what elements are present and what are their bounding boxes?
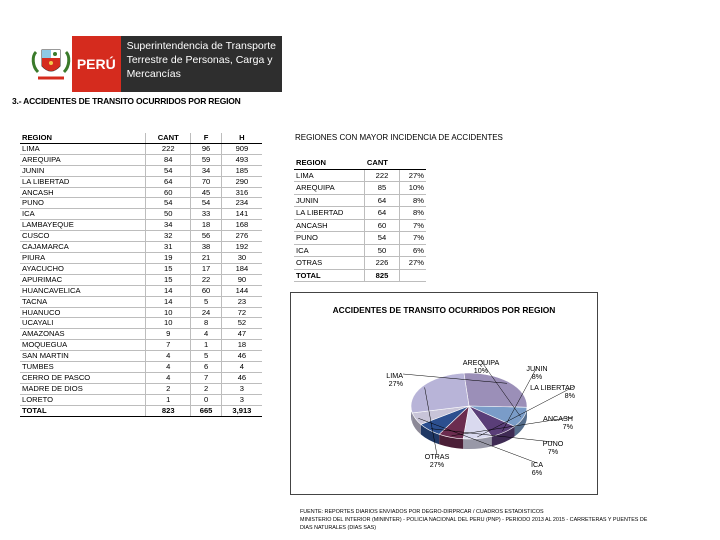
slice-label: PUNO [542, 439, 564, 448]
table-row [20, 187, 262, 198]
table-cell: 168 [221, 220, 262, 231]
table-cell: AYACUCHO [20, 263, 146, 274]
pie-chart-svg [291, 293, 599, 496]
table-cell: 54 [191, 198, 222, 209]
table-cell: SAN MARTIN [20, 351, 146, 362]
incidence-table-body [294, 169, 426, 282]
table-cell: 10 [146, 318, 191, 329]
incidence-table [294, 157, 426, 282]
table-cell: 60 [191, 285, 222, 296]
table-cell: 64 [365, 194, 399, 207]
table-row [20, 351, 262, 362]
slice-percent: 27% [429, 460, 445, 469]
slice-percent: 7% [562, 422, 573, 431]
pie-chart [290, 292, 598, 495]
table-cell: 23 [221, 296, 262, 307]
country-badge: PERÚ [72, 36, 121, 92]
incidence-table-title: REGIONES CON MAYOR INCIDENCIA DE ACCIDENTES [295, 133, 503, 142]
table-cell: LA LIBERTAD [20, 176, 146, 187]
table-row [20, 176, 262, 187]
table-cell: OTRAS [294, 257, 365, 270]
table-cell: 4 [221, 362, 262, 373]
table-cell: 9 [146, 329, 191, 340]
slice-percent: 8% [531, 372, 543, 381]
table-cell: 144 [221, 285, 262, 296]
regions-table [20, 133, 262, 417]
table-cell: LORETO [20, 394, 146, 405]
table-row [294, 232, 426, 245]
total-row [294, 269, 426, 282]
table-cell: 10% [399, 182, 426, 195]
table-cell: 5 [191, 351, 222, 362]
table-row [20, 307, 262, 318]
table-cell: TACNA [20, 296, 146, 307]
agency-line: Terrestre de Personas, Carga y [126, 54, 273, 66]
table-cell: TUMBES [20, 362, 146, 373]
table-cell: 27% [399, 169, 426, 182]
col-header [399, 157, 426, 169]
table-row [294, 182, 426, 195]
slice-label: AREQUIPA [462, 358, 500, 367]
table-cell: LA LIBERTAD [294, 207, 365, 220]
table-cell: JUNIN [20, 165, 146, 176]
slice-label: LIMA [386, 371, 403, 380]
table-cell: 47 [221, 329, 262, 340]
table-cell: 30 [221, 252, 262, 263]
table-cell: PIURA [20, 252, 146, 263]
table-row [294, 244, 426, 257]
table-cell: 60 [365, 219, 399, 232]
table-cell: 38 [191, 242, 222, 253]
table-cell: 15 [146, 274, 191, 285]
table-row [20, 165, 262, 176]
table-cell: 59 [191, 154, 222, 165]
slice-label: JUNIN [526, 364, 548, 373]
table-row [20, 285, 262, 296]
table-row [294, 194, 426, 207]
agency-line: Mercancías [126, 68, 181, 80]
table-cell: 24 [191, 307, 222, 318]
table-cell: 4 [146, 372, 191, 383]
table-cell: 34 [191, 165, 222, 176]
table-cell: 56 [191, 231, 222, 242]
total-cell: TOTAL [20, 405, 146, 416]
table-cell: 31 [146, 242, 191, 253]
table-cell: 234 [221, 198, 262, 209]
source-note [300, 508, 648, 532]
section-title: 3.- ACCIDENTES DE TRANSITO OCURRIDOS POR REGION [12, 96, 241, 106]
table-cell: 33 [191, 209, 222, 220]
table-cell: 222 [365, 169, 399, 182]
table-cell: 54 [146, 198, 191, 209]
table-cell: ICA [294, 244, 365, 257]
table-row [294, 257, 426, 270]
table-cell: 45 [191, 187, 222, 198]
table-cell: LAMBAYEQUE [20, 220, 146, 231]
total-cell: 665 [191, 405, 222, 416]
slice-label: LA LIBERTAD [530, 383, 575, 392]
slice-percent: 10% [473, 366, 489, 375]
col-header: REGION [294, 157, 365, 169]
table-cell: 185 [221, 165, 262, 176]
source-line: FUENTE: REPORTES DIARIOS ENVIADOS POR DEGRO-DIRPRCAR / CUADROS ESTADISTICOS [300, 509, 544, 515]
table-cell: ANCASH [20, 187, 146, 198]
slice-percent: 8% [564, 391, 575, 400]
table-cell: PUNO [20, 198, 146, 209]
table-cell: AREQUIPA [20, 154, 146, 165]
table-row [20, 394, 262, 405]
table-header-row [20, 133, 262, 143]
col-header: CANT [146, 133, 191, 143]
table-cell: 54 [365, 232, 399, 245]
table-cell: CERRO DE PASCO [20, 372, 146, 383]
table-cell: 52 [221, 318, 262, 329]
table-cell: 72 [221, 307, 262, 318]
source-line: MINISTERIO DEL INTERIOR (MININTER) - POLICIA NACIONAL DEL PERU (PNP) - PERIODO 2013 AL 2015 - CARRETERAS Y PUENTES DE [300, 517, 648, 523]
table-cell: 50 [365, 244, 399, 257]
total-cell: 3,913 [221, 405, 262, 416]
table-cell: 10 [146, 307, 191, 318]
table-cell: HUANCAVELICA [20, 285, 146, 296]
table-cell: 276 [221, 231, 262, 242]
table-cell: 290 [221, 176, 262, 187]
table-cell: 14 [146, 285, 191, 296]
table-row [20, 329, 262, 340]
table-cell: 3 [221, 383, 262, 394]
table-row [20, 274, 262, 285]
table-cell: 17 [191, 263, 222, 274]
table-cell: 34 [146, 220, 191, 231]
page-header [30, 36, 282, 92]
table-cell: 46 [221, 372, 262, 383]
table-cell: 7 [191, 372, 222, 383]
table-cell: 184 [221, 263, 262, 274]
table-cell: 2 [146, 383, 191, 394]
table-row [20, 318, 262, 329]
table-header-row [294, 157, 426, 169]
table-cell: 8% [399, 207, 426, 220]
table-cell: 32 [146, 231, 191, 242]
table-cell: 8% [399, 194, 426, 207]
table-cell: 3 [221, 394, 262, 405]
table-cell: ANCASH [294, 219, 365, 232]
table-cell: 4 [146, 351, 191, 362]
table-cell: APURIMAC [20, 274, 146, 285]
table-cell: 1 [146, 394, 191, 405]
table-cell: HUANUCO [20, 307, 146, 318]
table-cell: 22 [191, 274, 222, 285]
table-cell: 15 [146, 263, 191, 274]
agency-name [121, 36, 282, 92]
table-cell: 90 [221, 274, 262, 285]
table-cell: 96 [191, 143, 222, 154]
table-cell: JUNIN [294, 194, 365, 207]
table-cell: 84 [146, 154, 191, 165]
table-cell: 226 [365, 257, 399, 270]
table-row [20, 154, 262, 165]
table-cell: 64 [146, 176, 191, 187]
slice-label: ANCASH [543, 414, 573, 423]
table-cell: 222 [146, 143, 191, 154]
slice-label: OTRAS [424, 452, 450, 461]
total-cell: 825 [365, 269, 399, 282]
table-cell: 50 [146, 209, 191, 220]
table-row [20, 252, 262, 263]
table-cell: 7 [146, 340, 191, 351]
table-cell: ICA [20, 209, 146, 220]
table-row [294, 207, 426, 220]
table-cell: 18 [191, 220, 222, 231]
table-row [20, 372, 262, 383]
table-cell: 7% [399, 232, 426, 245]
table-cell: 7% [399, 219, 426, 232]
table-cell: 8 [191, 318, 222, 329]
total-cell: 823 [146, 405, 191, 416]
table-cell: 1 [191, 340, 222, 351]
coat-of-arms-icon [30, 36, 72, 92]
table-row [20, 362, 262, 373]
table-row [20, 143, 262, 154]
table-row [20, 340, 262, 351]
agency-line: Superintendencia de Transporte [126, 40, 276, 52]
table-cell: 141 [221, 209, 262, 220]
table-cell: 27% [399, 257, 426, 270]
table-cell: 14 [146, 296, 191, 307]
table-cell: 64 [365, 207, 399, 220]
col-header: H [221, 133, 262, 143]
pie-slice-lima [464, 373, 527, 407]
table-cell: AREQUIPA [294, 182, 365, 195]
table-cell: LIMA [20, 143, 146, 154]
table-cell: 70 [191, 176, 222, 187]
total-row [20, 405, 262, 416]
table-cell: 6 [191, 362, 222, 373]
table-row [294, 219, 426, 232]
table-cell: AMAZONAS [20, 329, 146, 340]
total-cell [399, 269, 426, 282]
table-row [294, 169, 426, 182]
source-line: DIAS NATURALES (DIAS SAS) [300, 525, 376, 531]
table-row [20, 383, 262, 394]
table-cell: 4 [146, 362, 191, 373]
table-cell: 60 [146, 187, 191, 198]
table-cell: 4 [191, 329, 222, 340]
table-cell: LIMA [294, 169, 365, 182]
table-cell: PUNO [294, 232, 365, 245]
table-cell: 316 [221, 187, 262, 198]
slice-percent: 27% [388, 379, 403, 388]
col-header: F [191, 133, 222, 143]
regions-table-body [20, 143, 262, 416]
table-cell: 0 [191, 394, 222, 405]
slice-percent: 6% [531, 468, 543, 477]
table-row [20, 296, 262, 307]
table-cell: 21 [191, 252, 222, 263]
table-cell: 46 [221, 351, 262, 362]
total-cell: TOTAL [294, 269, 365, 282]
table-cell: CUSCO [20, 231, 146, 242]
table-cell: MOQUEGUA [20, 340, 146, 351]
table-cell: CAJAMARCA [20, 242, 146, 253]
table-cell: UCAYALI [20, 318, 146, 329]
table-cell: 6% [399, 244, 426, 257]
table-cell: 909 [221, 143, 262, 154]
col-header: CANT [365, 157, 399, 169]
table-row [20, 231, 262, 242]
slice-label: ICA [531, 460, 543, 469]
table-row [20, 220, 262, 231]
table-cell: 493 [221, 154, 262, 165]
table-row [20, 209, 262, 220]
slice-percent: 7% [547, 447, 559, 456]
table-cell: 85 [365, 182, 399, 195]
table-cell: MADRE DE DIOS [20, 383, 146, 394]
table-cell: 2 [191, 383, 222, 394]
table-row [20, 242, 262, 253]
table-cell: 192 [221, 242, 262, 253]
table-row [20, 198, 262, 209]
col-header: REGION [20, 133, 146, 143]
table-cell: 5 [191, 296, 222, 307]
table-cell: 54 [146, 165, 191, 176]
table-cell: 19 [146, 252, 191, 263]
chart-title: ACCIDENTES DE TRANSITO OCURRIDOS POR REGION [332, 305, 556, 315]
table-cell: 18 [221, 340, 262, 351]
table-row [20, 263, 262, 274]
